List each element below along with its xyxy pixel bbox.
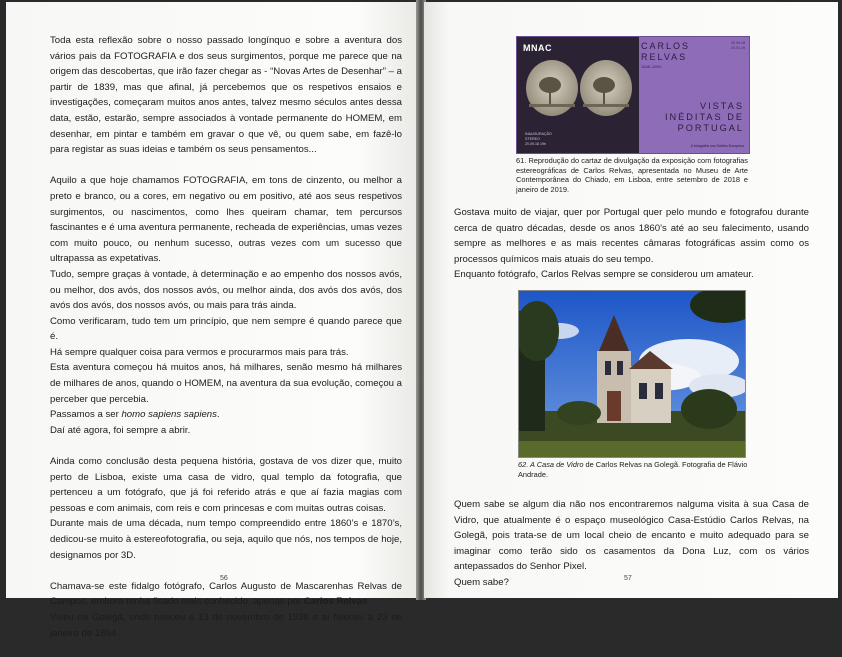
text-line: Viveu na Golegã, onde nasceu a 13 de novembro de 1938 e aí faleceu a 23 de janeiro de 1894. — [50, 611, 402, 639]
text-line: Gostava muito de viajar, quer por Portugal quer pelo mundo e fotografou durante cerca de quatro décadas, desde os anos 1860’s até ao seu falecimento, usando sempre as melhores e as mais recentes câmaras fotográficas assim como os processos químicos mais atuais do seu tempo. — [454, 207, 809, 265]
text-line: Quem sabe se algum dia não nos encontraremos nalguma visita à sua Casa de Vidro, que atualmente é o espaço museológico Casa-Estúdio Carlos Relvas, na Golegã, pois trata-se de um local cheio de encanto e muito adequado para se imaginar como terão sido os casamentos da Dona Luz, com os vários antepassados do Senhor Pixel. — [454, 499, 809, 573]
poster-years: 1848–1894 — [641, 64, 662, 69]
text-line: Enquanto fotógrafo, Carlos Relvas sempre se considerou um amateur. — [454, 269, 754, 281]
text-line: Durante mais de uma década, num tempo compreendido entre 1860’s e 1870’s, dedicou-se muito à estereofotografia, ou seja, aquilo que nós, nos tempos de hoje, designamos por 3D. — [50, 518, 402, 561]
caption-62-rest: de Carlos Relvas na Golegã. Fotografia de Flávio Andrade. — [518, 460, 748, 479]
poster-dates: 20.09.18 20.01.19 — [731, 41, 745, 50]
text-line: Ainda como conclusão desta pequena história, gostava de vos dizer que, muito perto de Lisboa, existe uma casa de vidro, qual templo da fotografia, que pertenceu a um fotógrafo, que já foi referido atrás e que aí fazia magias com pessoas e com animais, com reis e com princesas e com muitas outras coisas. — [50, 456, 402, 514]
poster-title: CARLOS RELVAS — [641, 41, 691, 62]
page-number-left: 56 — [220, 575, 228, 582]
poster-small-text: INAUGURAÇÃO STEREO 20.09.18 19h — [525, 132, 552, 146]
text-line: Esta aventura começou há muitos anos, há milhares, senão mesmo há milhares de milhares de anos, quando o HOMEM, na aventura da sua evolução, começou a perceber que percebia. — [50, 362, 402, 405]
poster-logo: MNAC — [523, 43, 552, 53]
caption-62-italic: 62. A Casa de Vidro — [518, 460, 584, 469]
text-line: Chamava-se este fidalgo fotógrafo, Carlos Augusto de Mascarenhas Relvas de Campos, embora tenha ficado mais conhecido, apenas por Carlos Relvas. — [50, 580, 402, 608]
left-page-text — [50, 33, 402, 657]
page-number-right: 57 — [624, 575, 632, 582]
italic-text: homo sapiens sapiens — [121, 409, 217, 421]
text-line: Há sempre qualquer coisa para vermos e procurarmos mais para trás. — [50, 346, 349, 358]
right-paragraph-1 — [454, 205, 809, 283]
text-line: Como verificaram, tudo tem um princípio, que nem sempre é quando parece que é. — [50, 315, 402, 343]
text-line: Tudo, sempre graças à vontade, à determinação e ao empenho dos nossos avós, ou melhor, dos avós, dos nossos avós, ou melhor ainda, dos avós dos avós, dos avós dos avós, dos nossos avós, ou mais para trás ainda. — [50, 268, 402, 312]
caption-62 — [518, 460, 750, 479]
paragraph — [50, 579, 402, 641]
caption-61: 61. Reprodução do cartaz de divulgação da exposição com fotografias estereográficas de Carlos Relvas, apresentada no Museu de Arte Contemporânea do Chiado, em Lisboa, entre setembro de 2018 e janeiro de 2019. — [516, 156, 748, 194]
text-line: Daí até agora, foi sempre a abrir. — [50, 424, 191, 436]
exhibition-poster-image — [516, 36, 750, 154]
text-line: Toda esta reflexão sobre o nosso passado longínquo e sobre a aventura dos vários pais da FOTOGRAFIA e dos seus surgimentos, porque me parece que na origem das descobertas, que irão fazer chegar as - “Novas Artes de Desenhar” – a partir de 1839, mas que afinal, já percebemos que os respetivos ensaios e investigações, começaram muitos anos antes, talvez mesmo séculos antes dessa data, estão, estarão, sempre associados à vontade permanente do HOMEM, em desenhar, em pintar e também em gravar o que vê, ou quem sabe, em fazê-lo para registar as suas ideias e também os seus pensamentos... — [50, 35, 402, 156]
bold-text: Carlos Relvas — [303, 596, 368, 608]
left-page — [6, 2, 418, 639]
casa-de-vidro-photo — [518, 290, 746, 458]
poster-headline: VISTAS INÉDITAS DE PORTUGAL — [664, 101, 744, 133]
glass-house-illustration — [519, 291, 745, 457]
paragraph — [50, 33, 402, 158]
text-line: Aquilo a que hoje chamamos FOTOGRAFIA, em tons de cinzento, ou melhor a preto e branco, ou a cores, em negativo ou em positivo, até aos seus respetivos surgimentos, ou nascimentos, como lhes queiram chamar, tem percursos fascinantes e é uma aventura permanente, recheada de experiências, umas vezes com muito pouco, ou nenhum sucesso, outras vezes com um sucesso que ultrapassa as expetativas. — [50, 175, 402, 265]
text-line: Passamos a ser homo sapiens sapiens. — [50, 409, 220, 421]
paragraph — [50, 454, 402, 563]
text-line: Quem sabe? — [454, 576, 509, 588]
right-page — [424, 2, 838, 598]
stereo-photo-pair — [525, 59, 633, 117]
poster-subtitle: A fotografia nos Salões Europeus — [690, 144, 744, 148]
paragraph — [50, 173, 402, 438]
